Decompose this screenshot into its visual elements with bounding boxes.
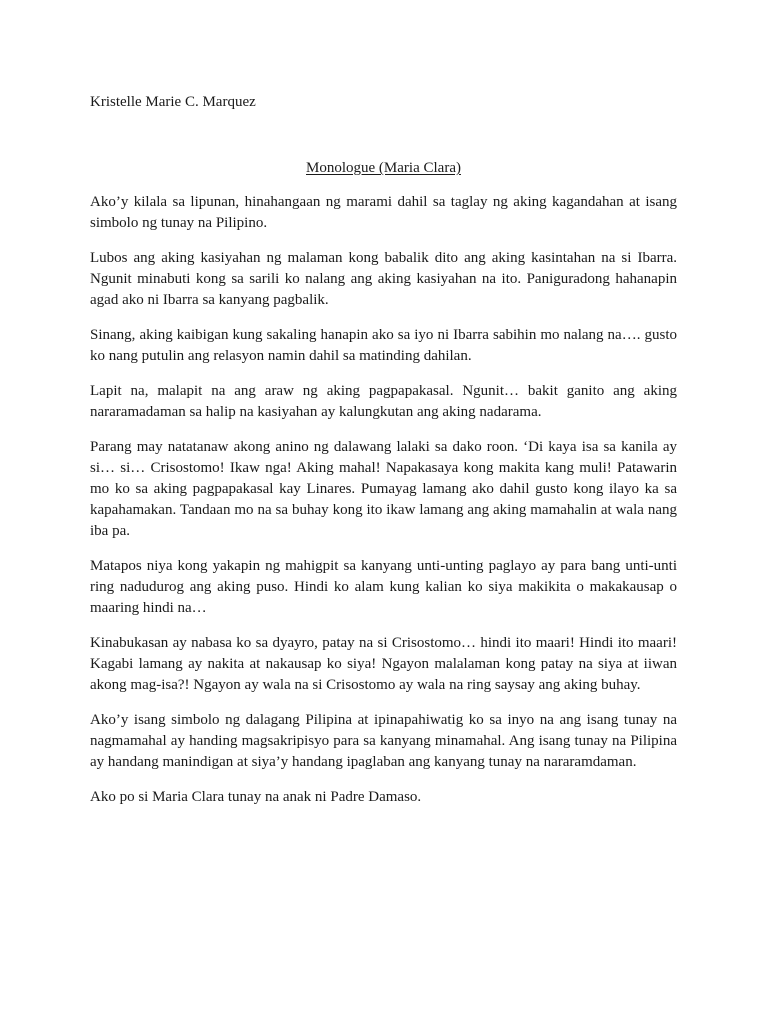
document-title-text: Monologue (Maria Clara)	[306, 160, 461, 176]
document-page	[90, 0, 677, 1024]
paragraph: Ako po si Maria Clara tunay na anak ni Padre Damaso.	[90, 789, 422, 805]
paragraph: Ako’y kilala sa lipunan, hinahangaan ng marami dahil sa taglay ng aking kagandahan at isang simbolo ng tunay na Pilipino.	[90, 194, 677, 231]
document-title	[90, 158, 677, 178]
paragraph: Ako’y isang simbolo ng dalagang Pilipina at ipinapahiwatig ko sa inyo na ang isang tunay na nagmamahal ay handing magsakripisyo para sa kanyang minamahal. Ang isang tunay na Pilipina ay handang manindigan at siya’y handang ipaglaban ang kanyang tunay na nararamdaman.	[90, 712, 677, 770]
paragraph: Lubos ang aking kasiyahan ng malaman kong babalik dito ang aking kasintahan na si Ibarra. Ngunit minabuti kong sa sarili ko nalang ang aking kasiyahan na ito. Paniguradong hahanapin agad ako ni Ibarra sa kanyang pagbalik.	[90, 250, 677, 308]
paragraph: Matapos niya kong yakapin ng mahigpit sa kanyang unti-unting paglayo ay para bang unti-unti ring nadudurog ang aking puso. Hindi ko alam kung kalian ko siya makikita o makakausap o maaring hindi na…	[90, 558, 677, 616]
paragraph: Lapit na, malapit na ang araw ng aking pagpapakasal. Ngunit… bakit ganito ang aking nararamadaman sa halip na kasiyahan ay kalungkutan ang aking nadarama.	[90, 383, 677, 420]
author-name: Kristelle Marie C. Marquez	[90, 94, 256, 110]
document-body	[90, 192, 677, 822]
paragraph: Kinabukasan ay nabasa ko sa dyayro, patay na si Crisostomo… hindi ito maari! Hindi ito maari! Kagabi lamang ay nakita at nakausap ko siya! Ngayon malalaman kong patay na siya at iiwan akong mag-isa?! Ngayon ay wala na si Crisostomo ay wala na ring saysay ang aking buhay.	[90, 635, 677, 693]
paragraph: Sinang, aking kaibigan kung sakaling hanapin ako sa iyo ni Ibarra sabihin mo nalang na…. gusto ko nang putulin ang relasyon namin dahil sa matinding dahilan.	[90, 327, 677, 364]
paragraph: Parang may natatanaw akong anino ng dalawang lalaki sa dako roon. ‘Di kaya isa sa kanila ay si… si… Crisostomo! Ikaw nga! Aking mahal! Napakasaya kong makita kang muli! Patawarin mo ko sa aking pagpapakasal kay Linares. Pumayag lamang ako dahil gusto kong ilayo ka sa kapahamakan. Tandaan mo na sa buhay kong ito ikaw lamang ang aking mamahalin at wala nang iba pa.	[90, 439, 677, 539]
